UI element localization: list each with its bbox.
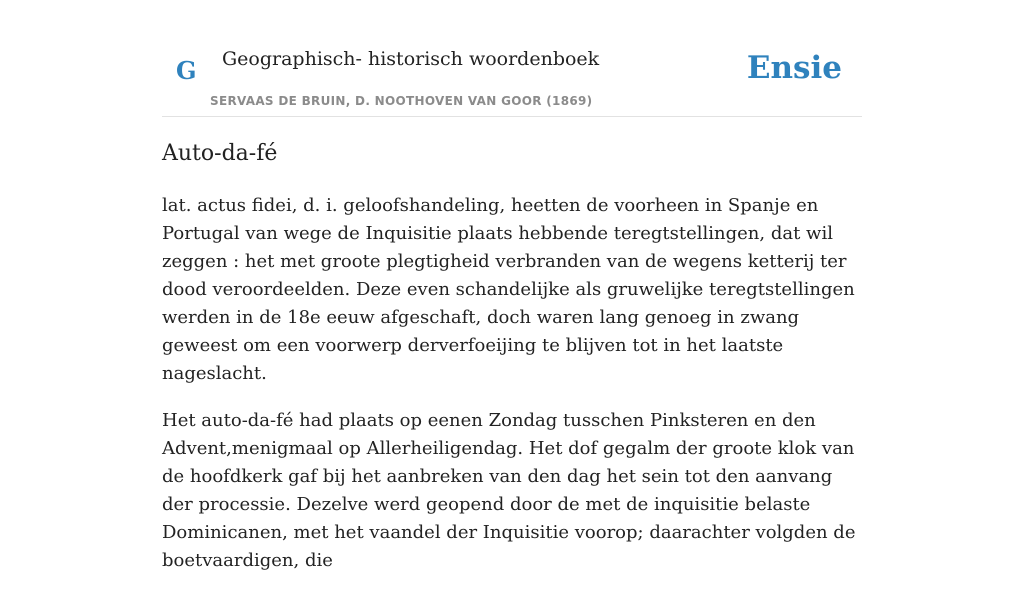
entry-paragraph: lat. actus fidei, d. i. geloofshandeling, heetten de voorheen in Spanje en Portugal van wege de Inquisitie plaats hebbende teregtstellingen, dat wil zeggen : het met groote plegtigheid verbranden van de wegens ketterij ter dood veroordeelden. Deze even schandelijke als gruwelijke teregtstellingen werden in de 18e eeuw afgeschaft, doch waren lang genoeg in zwang geweest om een voorwerp derverfoeijing te blijven tot in het laatste nageslacht.: [162, 195, 855, 384]
book-title-link[interactable]: Geographisch- historisch woordenboek: [222, 48, 600, 70]
entry-title: Auto-da-fé: [162, 141, 278, 166]
book-header: [162, 0, 862, 117]
entry-body: [162, 192, 862, 594]
book-authors: SERVAAS DE BRUIN, D. NOOTHOVEN VAN GOOR (1869): [210, 94, 593, 108]
ensie-logo[interactable]: Ensie: [746, 50, 842, 86]
book-g-icon[interactable]: G: [176, 56, 197, 85]
entry-paragraph: Het auto-da-fé had plaats op eenen Zondag tusschen Pinksteren en den Advent,menigmaal op Allerheiligendag. Het dof gegalm der groote klok van de hoofdkerk gaf bij het aanbreken van den dag het sein tot den aanvang der processie. Dezelve werd geopend door de met de inquisitie belaste Dominicanen, met het vaandel der Inquisitie voorop; daarachter volgden de boetvaardigen, die: [162, 410, 856, 571]
